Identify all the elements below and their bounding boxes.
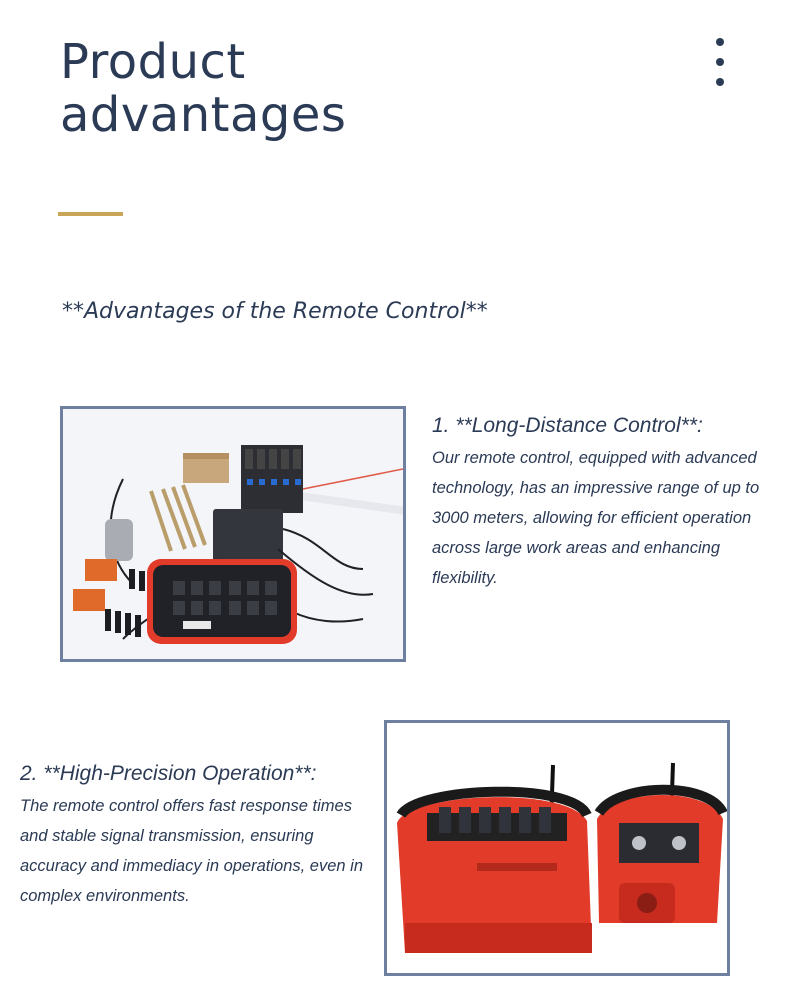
receiver-box bbox=[213, 509, 283, 564]
right-transmitter bbox=[597, 790, 723, 923]
transmitters-illustration bbox=[387, 723, 727, 973]
feature-description: The remote control offers fast response times and stable signal transmission, ensuring accuracy and immediacy in operations, even in complex environments. bbox=[20, 797, 364, 905]
relay-block bbox=[241, 445, 303, 513]
menu-dot bbox=[716, 78, 724, 86]
remote-kit-illustration bbox=[63, 409, 403, 659]
title-line-2: advantages bbox=[60, 87, 347, 143]
sensor-cylinder bbox=[105, 519, 133, 561]
section-subtitle: **Advantages of the Remote Control** bbox=[62, 299, 488, 324]
left-transmitter bbox=[397, 792, 592, 953]
product-kit-image bbox=[60, 406, 406, 662]
feature-long-distance bbox=[432, 414, 777, 593]
feature-heading: 1. **Long-Distance Control**: bbox=[432, 414, 703, 437]
transmitters-image bbox=[384, 720, 730, 976]
orange-pad bbox=[85, 559, 117, 581]
feature-high-precision bbox=[20, 762, 380, 911]
feature-description: Our remote control, equipped with advanced technology, has an impressive range of up to 3000 meters, allowing for efficient operation across large work areas and enhancing flexibility. bbox=[432, 449, 760, 587]
menu-dot bbox=[716, 38, 724, 46]
title-line-1: Product bbox=[60, 34, 246, 90]
page-title bbox=[60, 36, 346, 142]
menu-dot bbox=[716, 58, 724, 66]
remote-transmitter bbox=[147, 559, 297, 644]
accent-divider bbox=[58, 212, 123, 216]
kebab-menu-icon[interactable] bbox=[706, 38, 734, 86]
feature-heading: 2. **High-Precision Operation**: bbox=[20, 762, 317, 785]
orange-pad bbox=[73, 589, 105, 611]
